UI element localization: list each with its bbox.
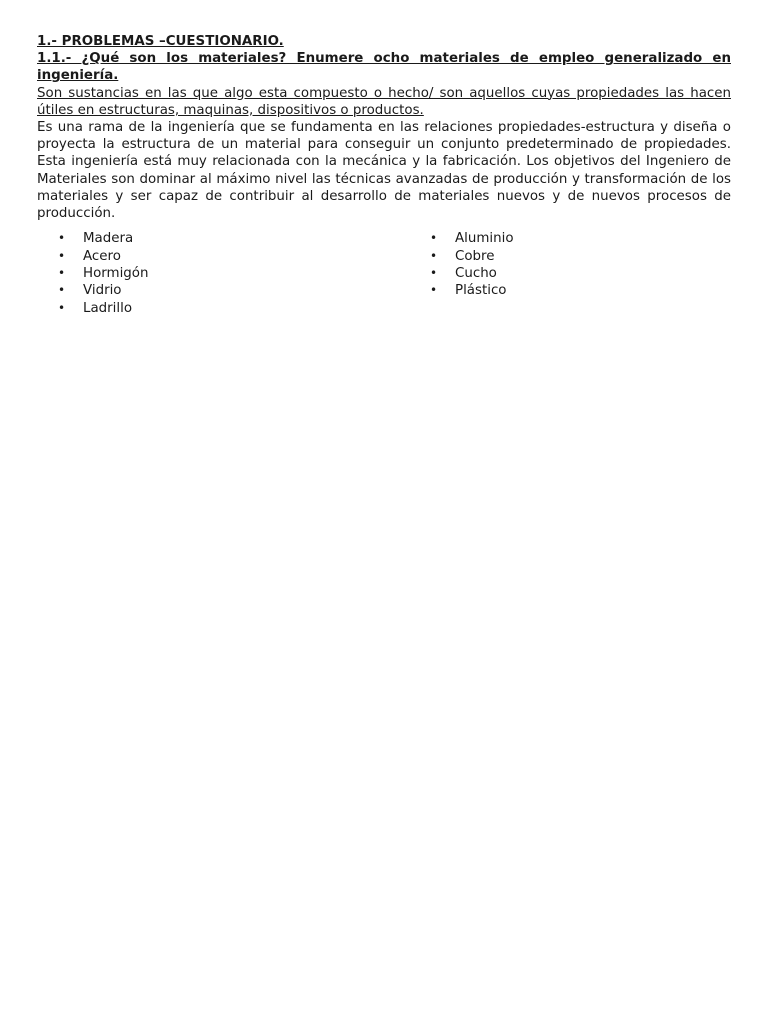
bullet-icon: • [430, 283, 438, 298]
question-heading: 1.1.- ¿Qué son los materiales? Enumere ocho materiales de empleo generalizado en ingeniería. [37, 51, 731, 84]
bullet-icon: • [430, 231, 438, 246]
bullet-icon: • [430, 266, 438, 281]
list-item-label: Madera [83, 231, 134, 247]
document-page [37, 33, 731, 317]
list-item-label: Acero [83, 248, 121, 264]
bullet-icon: • [58, 266, 66, 281]
answer-paragraph: Es una rama de la ingeniería que se fundamenta en las relaciones propiedades-estructura y diseña o proyecta la estructura de un material para conseguir un conjunto predeterminado de propiedades. Esta ingeniería está muy relacionada con la mecánica y la fabricación. Los objetivos del Ingeniero de Materiales son dominar al máximo nivel las técnicas avanzadas de producción y transformación de los materiales y ser capaz de contribuir al desarrollo de materiales nuevos y de nuevos procesos de producción. [37, 120, 731, 222]
materials-list-left [37, 230, 409, 317]
list-item [37, 248, 409, 265]
list-item-label: Hormigón [83, 266, 149, 282]
bullet-icon: • [58, 283, 66, 298]
bullet-icon: • [430, 248, 438, 263]
list-item-label: Vidrio [83, 283, 122, 299]
list-item [409, 230, 709, 247]
bullet-icon: • [58, 300, 66, 315]
list-item-label: Aluminio [455, 231, 514, 247]
bullet-icon: • [58, 231, 66, 246]
answer-definition: Son sustancias en las que algo esta compuesto o hecho/ son aquellos cuyas propiedades las hacen útiles en estructuras, maquinas, dispositivos o productos. [37, 85, 731, 118]
list-item [37, 230, 409, 247]
list-item [409, 248, 709, 265]
list-item [37, 265, 409, 282]
materials-lists [37, 230, 731, 317]
list-item-label: Plástico [455, 283, 507, 299]
bullet-icon: • [58, 248, 66, 263]
list-item [409, 265, 709, 282]
list-item-label: Ladrillo [83, 300, 133, 316]
list-item-label: Cobre [455, 248, 495, 264]
list-item [37, 300, 409, 317]
list-item [409, 282, 709, 299]
list-item-label: Cucho [455, 266, 497, 282]
section-title: 1.- PROBLEMAS –CUESTIONARIO. [37, 34, 284, 49]
materials-list-right [409, 230, 709, 317]
list-item [37, 282, 409, 299]
